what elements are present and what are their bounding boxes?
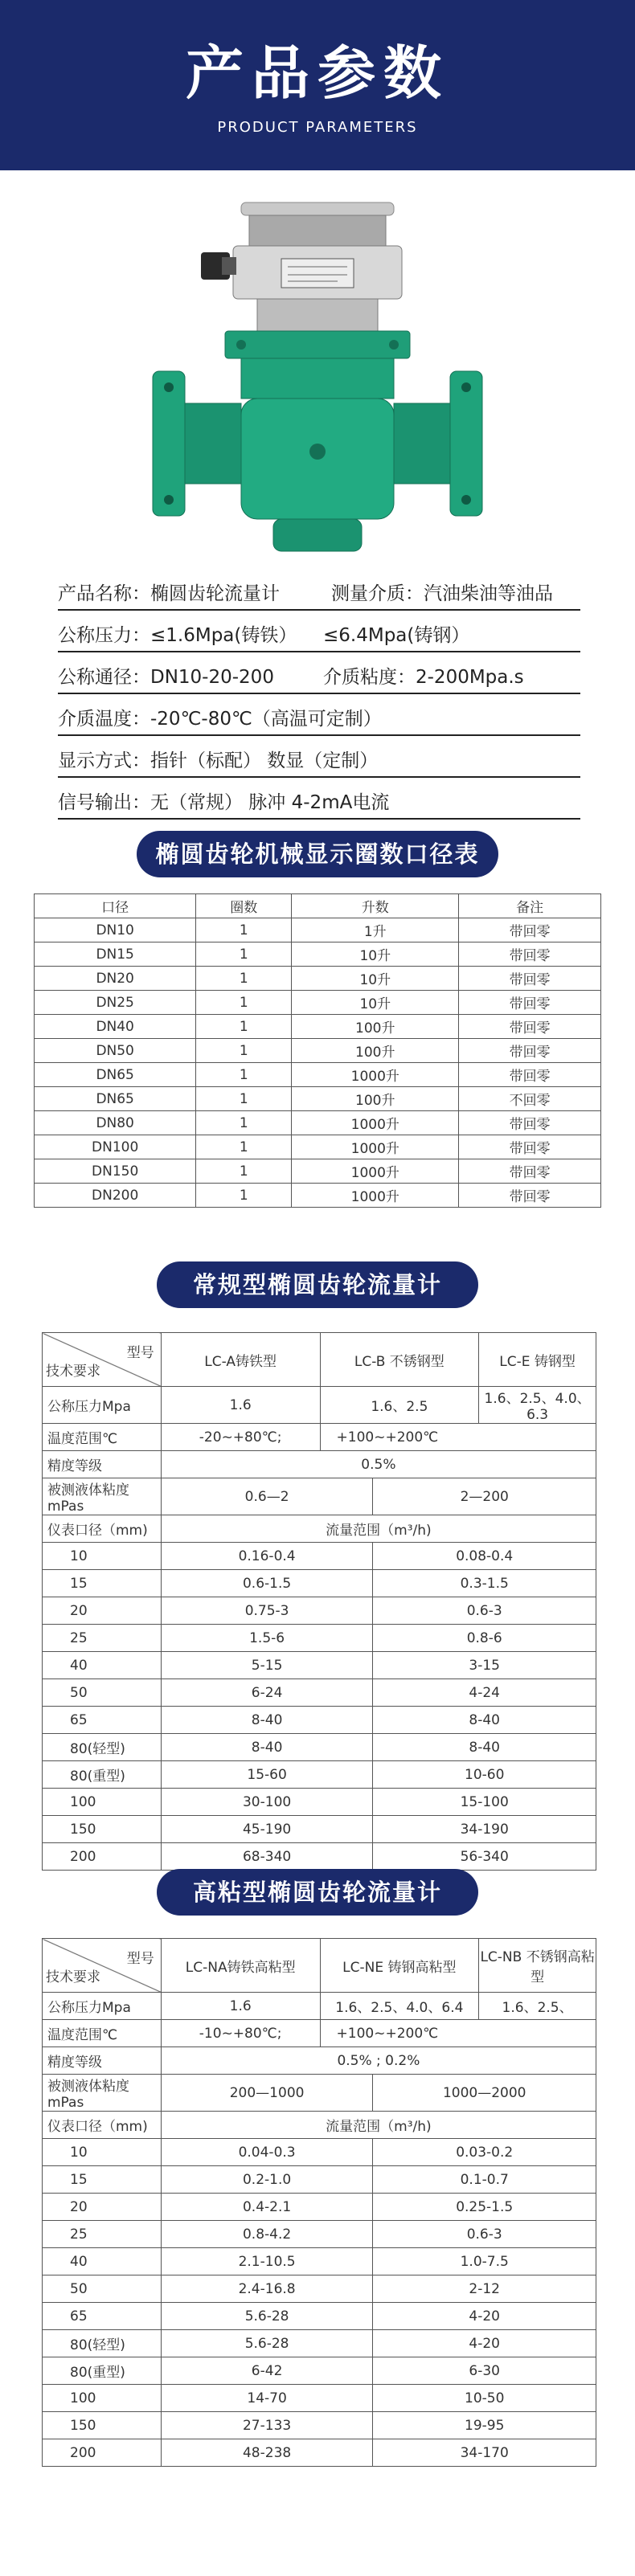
table-cell: 带回零 xyxy=(459,942,601,967)
table-cell: 0.8-6 xyxy=(373,1625,596,1652)
table-row xyxy=(43,2075,596,2112)
table-row xyxy=(43,1478,596,1515)
table-cell: 45-190 xyxy=(161,1816,373,1843)
param-text: 显示方式：指针（标配） 数显（定制） xyxy=(58,750,379,771)
table-cell: DN10 xyxy=(35,918,196,942)
table-cell: 10升 xyxy=(292,942,459,967)
model-header: LC-A铸铁型 xyxy=(161,1333,320,1387)
table-cell: 2.1-10.5 xyxy=(161,2248,373,2275)
table-row xyxy=(43,2303,596,2330)
page-title: 产品参数 xyxy=(185,39,449,107)
table-cell: 不回零 xyxy=(459,1087,601,1111)
cell: 1.6 xyxy=(161,1993,320,2020)
table-cell: 0.03-0.2 xyxy=(373,2139,596,2166)
table-cell: 1 xyxy=(196,1135,292,1159)
table-cell: 带回零 xyxy=(459,1135,601,1159)
table-cell: 0.25-1.5 xyxy=(373,2194,596,2221)
table-cell: 1升 xyxy=(292,918,459,942)
page-subtitle: PRODUCT PARAMETERS xyxy=(217,119,418,136)
table-row xyxy=(35,1063,601,1087)
table-cell: 1.0-7.5 xyxy=(373,2248,596,2275)
table-cell: 0.6-3 xyxy=(373,1597,596,1625)
table-row xyxy=(43,1597,596,1625)
table-cell: 10 xyxy=(43,2139,162,2166)
table-cell: 8-40 xyxy=(161,1734,373,1761)
model-header: LC-NB 不锈钢高粘型 xyxy=(479,1939,596,1993)
table-cell: 10 xyxy=(43,1543,162,1570)
table-cell: 20 xyxy=(43,2194,162,2221)
param-row xyxy=(58,746,580,778)
table-cell: 0.4-2.1 xyxy=(161,2194,373,2221)
table-cell: 56-340 xyxy=(373,1843,596,1871)
high-viscosity-flowmeter-table xyxy=(42,1938,596,2467)
row-label: 温度范围℃ xyxy=(43,2020,162,2047)
table-header-row xyxy=(35,894,601,918)
table-cell: 0.6-1.5 xyxy=(161,1570,373,1597)
table-cell: 1 xyxy=(196,1087,292,1111)
table-cell: 带回零 xyxy=(459,1063,601,1087)
table-row xyxy=(43,1993,596,2020)
table-row xyxy=(43,2248,596,2275)
table-row xyxy=(43,1515,596,1543)
table-cell: DN200 xyxy=(35,1184,196,1208)
param-row xyxy=(58,787,580,820)
table-cell: 带回零 xyxy=(459,918,601,942)
row-label: 温度范围℃ xyxy=(43,1424,162,1451)
table-cell: 100升 xyxy=(292,1087,459,1111)
table-row xyxy=(43,1387,596,1424)
table-cell: 20 xyxy=(43,1597,162,1625)
row-label: 公称压力Mpa xyxy=(43,1993,162,2020)
table-cell: 1000升 xyxy=(292,1063,459,1087)
header-banner xyxy=(0,0,635,170)
cell: 2—200 xyxy=(373,1478,596,1515)
table-row xyxy=(43,1424,596,1451)
table-cell: 带回零 xyxy=(459,1111,601,1135)
table-cell: 50 xyxy=(43,1679,162,1707)
table-row xyxy=(43,1570,596,1597)
table-cell: 3-15 xyxy=(373,1652,596,1679)
cell: 1.6、2.5、4.0、6.3 xyxy=(479,1387,596,1424)
model-header: LC-NE 铸钢高粘型 xyxy=(320,1939,479,1993)
table-row xyxy=(35,1015,601,1039)
table-cell: 0.2-1.0 xyxy=(161,2166,373,2194)
cell: 0.5% xyxy=(161,1451,596,1478)
table-cell: 15 xyxy=(43,1570,162,1597)
table-cell: 8-40 xyxy=(161,1707,373,1734)
table-cell: DN50 xyxy=(35,1039,196,1063)
table-cell: 1 xyxy=(196,967,292,991)
table-row xyxy=(43,1652,596,1679)
column-header: 升数 xyxy=(292,894,459,918)
table-row xyxy=(43,2166,596,2194)
cell: 1.6 xyxy=(161,1387,320,1424)
table-row xyxy=(35,1184,601,1208)
table-row xyxy=(35,1159,601,1184)
table-row xyxy=(43,1816,596,1843)
table-cell: 14-70 xyxy=(161,2385,373,2412)
table-cell: 200 xyxy=(43,2439,162,2467)
table-cell: 带回零 xyxy=(459,967,601,991)
table-cell: 30-100 xyxy=(161,1789,373,1816)
product-image xyxy=(121,186,514,564)
table-cell: 4-20 xyxy=(373,2330,596,2357)
column-header: 口径 xyxy=(35,894,196,918)
table-cell: 10-60 xyxy=(373,1761,596,1789)
table-row xyxy=(43,2047,596,2075)
table-cell: 1 xyxy=(196,1039,292,1063)
table-row xyxy=(43,2385,596,2412)
param-row xyxy=(58,579,580,611)
table-cell: 48-238 xyxy=(161,2439,373,2467)
standard-flowmeter-table xyxy=(42,1332,596,1871)
table-cell: 10-50 xyxy=(373,2385,596,2412)
caliber-revolution-table xyxy=(34,893,601,1208)
table-cell: DN15 xyxy=(35,942,196,967)
table-cell: 1 xyxy=(196,1184,292,1208)
table-cell: 带回零 xyxy=(459,1039,601,1063)
table-cell: DN150 xyxy=(35,1159,196,1184)
table-row xyxy=(43,2275,596,2303)
table-row xyxy=(43,2112,596,2139)
param-text: 信号输出：无（常规） 脉冲 4-2mA电流 xyxy=(58,792,390,813)
table-cell: 1 xyxy=(196,991,292,1015)
param-row xyxy=(58,662,580,694)
column-header: 备注 xyxy=(459,894,601,918)
table-cell: 80(轻型) xyxy=(43,2330,162,2357)
cell: +100~+200℃ xyxy=(320,1424,596,1451)
table-cell: DN100 xyxy=(35,1135,196,1159)
section3-banner: 高粘型椭圆齿轮流量计 xyxy=(157,1869,478,1916)
corner-cell xyxy=(43,1939,162,1993)
row-label: 仪表口径（mm) xyxy=(43,2112,162,2139)
table-cell: 19-95 xyxy=(373,2412,596,2439)
table-cell: 1.5-6 xyxy=(161,1625,373,1652)
table-cell: DN20 xyxy=(35,967,196,991)
table-row xyxy=(43,2221,596,2248)
table-cell: 5.6-28 xyxy=(161,2303,373,2330)
table-cell: 80(重型) xyxy=(43,2357,162,2385)
row-label: 仪表口径（mm) xyxy=(43,1515,162,1543)
table-cell: 65 xyxy=(43,2303,162,2330)
table-row xyxy=(43,1843,596,1871)
table-cell: 4-24 xyxy=(373,1679,596,1707)
param-text: 公称压力：≤1.6Mpa(铸铁） xyxy=(58,625,297,646)
table-cell: 1 xyxy=(196,1015,292,1039)
table-row xyxy=(43,1625,596,1652)
table-cell: 6-30 xyxy=(373,2357,596,2385)
table-row xyxy=(43,1333,596,1387)
table-cell: 5.6-28 xyxy=(161,2330,373,2357)
table-row xyxy=(43,1679,596,1707)
table-cell: 带回零 xyxy=(459,1015,601,1039)
table-cell: 68-340 xyxy=(161,1843,373,1871)
table-cell: 15 xyxy=(43,2166,162,2194)
table-cell: 1000升 xyxy=(292,1184,459,1208)
table-cell: 8-40 xyxy=(373,1707,596,1734)
table-cell: 0.08-0.4 xyxy=(373,1543,596,1570)
table-cell: 150 xyxy=(43,2412,162,2439)
table-row xyxy=(43,1734,596,1761)
table-cell: 0.6-3 xyxy=(373,2221,596,2248)
cell: 1.6、2.5、 xyxy=(479,1993,596,2020)
table-row xyxy=(43,2439,596,2467)
table-row xyxy=(35,1039,601,1063)
table-cell: 25 xyxy=(43,2221,162,2248)
table-cell: DN25 xyxy=(35,991,196,1015)
row-label: 公称压力Mpa xyxy=(43,1387,162,1424)
table-row xyxy=(43,1543,596,1570)
table-cell: 200 xyxy=(43,1843,162,1871)
model-header: LC-E 铸钢型 xyxy=(479,1333,596,1387)
table-cell: 100升 xyxy=(292,1039,459,1063)
table-cell: 2.4-16.8 xyxy=(161,2275,373,2303)
cell: 流量范围（m³/h) xyxy=(161,2112,596,2139)
table-row xyxy=(35,967,601,991)
cell: +100~+200℃ xyxy=(320,2020,596,2047)
table-cell: 2-12 xyxy=(373,2275,596,2303)
cell: 1.6、2.5、4.0、6.4 xyxy=(320,1993,479,2020)
table-cell: 8-40 xyxy=(373,1734,596,1761)
cell: -20~+80℃; xyxy=(161,1424,320,1451)
table-cell: DN40 xyxy=(35,1015,196,1039)
table-row xyxy=(35,991,601,1015)
column-header: 圈数 xyxy=(196,894,292,918)
cell: 0.6—2 xyxy=(161,1478,373,1515)
table-cell: 6-24 xyxy=(161,1679,373,1707)
param-text: 介质温度：-20℃-80℃（高温可定制） xyxy=(58,709,382,730)
param-text: 公称通径：DN10-20-200 xyxy=(58,667,274,688)
table-cell: 带回零 xyxy=(459,1159,601,1184)
table-cell: 1000升 xyxy=(292,1135,459,1159)
table-row xyxy=(35,1087,601,1111)
table-cell: 15-100 xyxy=(373,1789,596,1816)
table-row xyxy=(35,1135,601,1159)
table-cell: 27-133 xyxy=(161,2412,373,2439)
table-cell: DN65 xyxy=(35,1063,196,1087)
table-cell: 1000升 xyxy=(292,1159,459,1184)
table-cell: 50 xyxy=(43,2275,162,2303)
table-cell: 100 xyxy=(43,1789,162,1816)
corner-bottom-label: 技术要求 xyxy=(46,1364,100,1380)
model-header: LC-B 不锈钢型 xyxy=(320,1333,479,1387)
table-row xyxy=(43,2412,596,2439)
table-cell: DN65 xyxy=(35,1087,196,1111)
table-row xyxy=(43,2020,596,2047)
table-cell: 65 xyxy=(43,1707,162,1734)
table-row xyxy=(43,2330,596,2357)
table-cell: 10升 xyxy=(292,967,459,991)
table-cell: 150 xyxy=(43,1816,162,1843)
cell: -10~+80℃; xyxy=(161,2020,320,2047)
table-cell: 5-15 xyxy=(161,1652,373,1679)
table-cell: 1 xyxy=(196,942,292,967)
param-text: 介质粘度：2-200Mpa.s xyxy=(323,667,524,688)
table-cell: 0.3-1.5 xyxy=(373,1570,596,1597)
section1-banner: 椭圆齿轮机械显示圈数口径表 xyxy=(137,831,498,877)
table-row xyxy=(43,2139,596,2166)
table-cell: 6-42 xyxy=(161,2357,373,2385)
table-cell: 40 xyxy=(43,1652,162,1679)
table-cell: 0.04-0.3 xyxy=(161,2139,373,2166)
param-text: 测量介质：汽油柴油等油品 xyxy=(331,583,553,604)
table-cell: 1000升 xyxy=(292,1111,459,1135)
row-label: 被测液体粘度mPas xyxy=(43,1478,162,1515)
row-label: 精度等级 xyxy=(43,2047,162,2075)
table-cell: 40 xyxy=(43,2248,162,2275)
table-cell: 0.16-0.4 xyxy=(161,1543,373,1570)
table-cell: 0.1-0.7 xyxy=(373,2166,596,2194)
table-row xyxy=(43,2357,596,2385)
param-text: ≤6.4Mpa(铸钢） xyxy=(323,625,470,646)
cell: 1000—2000 xyxy=(373,2075,596,2112)
cell: 200—1000 xyxy=(161,2075,373,2112)
table-cell: DN80 xyxy=(35,1111,196,1135)
cell: 0.5% ; 0.2% xyxy=(161,2047,596,2075)
table-cell: 100 xyxy=(43,2385,162,2412)
corner-bottom-label: 技术要求 xyxy=(46,1969,100,1985)
section2-banner: 常规型椭圆齿轮流量计 xyxy=(157,1261,478,1308)
table-row xyxy=(43,1761,596,1789)
corner-top-label: 型号 xyxy=(126,1345,154,1361)
table-cell: 34-170 xyxy=(373,2439,596,2467)
param-row xyxy=(58,620,580,652)
table-cell: 34-190 xyxy=(373,1816,596,1843)
row-label: 被测液体粘度mPas xyxy=(43,2075,162,2112)
table-cell: 带回零 xyxy=(459,991,601,1015)
table-row xyxy=(43,1707,596,1734)
table-row xyxy=(43,2194,596,2221)
row-label: 精度等级 xyxy=(43,1451,162,1478)
table-row xyxy=(43,1451,596,1478)
table-cell: 100升 xyxy=(292,1015,459,1039)
table-row xyxy=(35,918,601,942)
param-text: 产品名称：椭圆齿轮流量计 xyxy=(58,583,280,604)
cell: 1.6、2.5 xyxy=(320,1387,479,1424)
table-cell: 10升 xyxy=(292,991,459,1015)
table-cell: 1 xyxy=(196,918,292,942)
table-cell: 4-20 xyxy=(373,2303,596,2330)
table-row xyxy=(35,942,601,967)
table-cell: 1 xyxy=(196,1159,292,1184)
table-cell: 15-60 xyxy=(161,1761,373,1789)
cell: 流量范围（m³/h) xyxy=(161,1515,596,1543)
table-row xyxy=(43,1939,596,1993)
table-cell: 0.75-3 xyxy=(161,1597,373,1625)
table-cell: 80(重型) xyxy=(43,1761,162,1789)
table-cell: 带回零 xyxy=(459,1184,601,1208)
model-header: LC-NA铸铁高粘型 xyxy=(161,1939,320,1993)
table-cell: 1 xyxy=(196,1111,292,1135)
corner-cell xyxy=(43,1333,162,1387)
parameter-list xyxy=(58,579,580,829)
table-row xyxy=(35,1111,601,1135)
table-cell: 1 xyxy=(196,1063,292,1087)
param-row xyxy=(58,704,580,736)
table-cell: 80(轻型) xyxy=(43,1734,162,1761)
corner-top-label: 型号 xyxy=(126,1951,154,1967)
table-cell: 25 xyxy=(43,1625,162,1652)
table-cell: 0.8-4.2 xyxy=(161,2221,373,2248)
table-row xyxy=(43,1789,596,1816)
